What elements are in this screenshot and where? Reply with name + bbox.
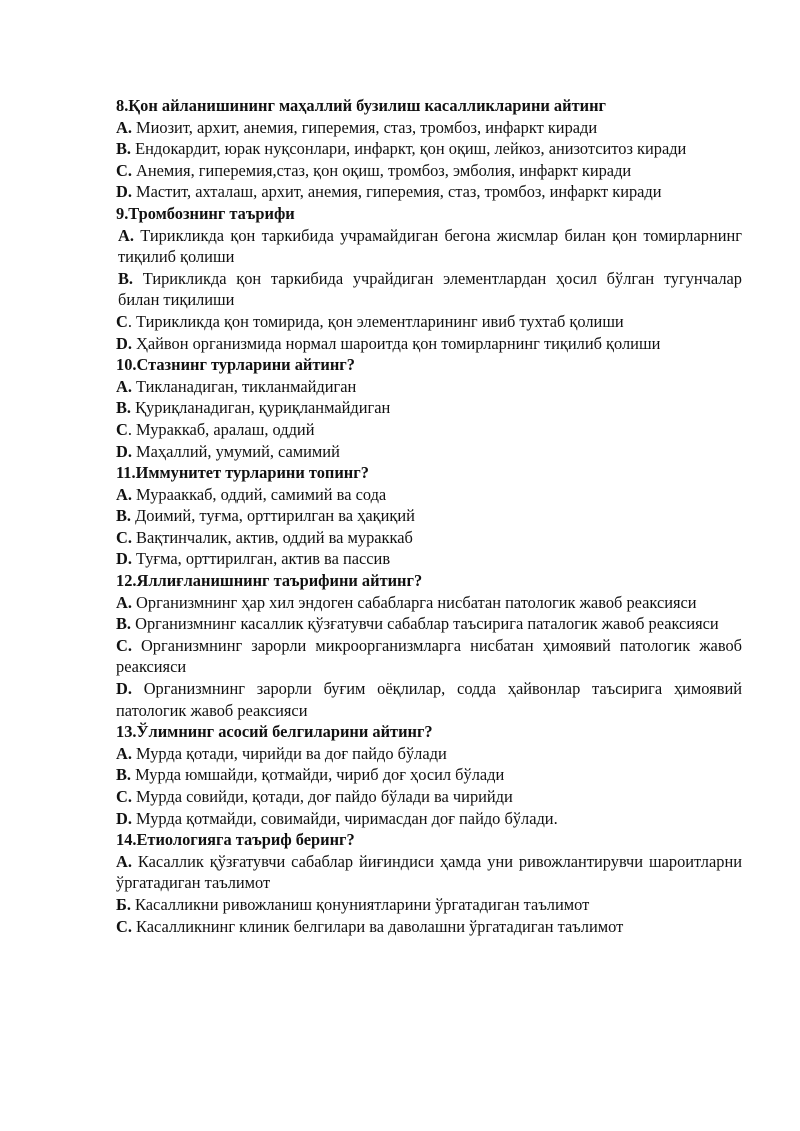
answer-option bbox=[116, 419, 742, 441]
answer-option bbox=[116, 786, 742, 808]
option-text: Организмнинг касаллик қўзғатувчи сабаблар таъсирига паталогик жавоб реаксияси bbox=[131, 614, 719, 634]
option-text: Мурда қотади, чирийди ва доғ пайдо бўлади bbox=[131, 743, 447, 763]
question-title: 12.Яллиғланишнинг таърифини айтинг? bbox=[116, 571, 423, 591]
option-letter: B. bbox=[116, 139, 132, 159]
option-letter: C. bbox=[116, 160, 132, 180]
question-13 bbox=[116, 721, 742, 829]
option-text: Касаллик қўзғатувчи сабаблар йиғиндиси ҳамда уни ривожлантирувчи шароитларни ўргатадиган таълимот bbox=[116, 851, 742, 893]
question-11 bbox=[116, 462, 742, 570]
option-letter: B. bbox=[116, 614, 132, 634]
answer-option bbox=[116, 613, 742, 635]
answer-option bbox=[116, 225, 742, 268]
option-letter: B. bbox=[116, 398, 132, 418]
option-text: . Мураккаб, аралаш, оддий bbox=[127, 419, 315, 439]
answer-option bbox=[116, 484, 742, 506]
answer-option bbox=[116, 138, 742, 160]
answer-option bbox=[116, 548, 742, 570]
option-letter: C. bbox=[116, 787, 132, 806]
option-letter: B. bbox=[118, 268, 134, 288]
question-title: 9.Тромбознинг таърифи bbox=[116, 203, 295, 223]
option-letter: B. bbox=[116, 506, 132, 526]
answer-option bbox=[116, 764, 742, 786]
option-letter: D. bbox=[116, 549, 132, 569]
option-letter: C. bbox=[116, 635, 132, 655]
option-letter: A. bbox=[118, 225, 134, 245]
answer-option bbox=[116, 376, 742, 398]
option-letter: A. bbox=[116, 484, 132, 504]
answer-option bbox=[116, 592, 742, 614]
question-8 bbox=[116, 95, 742, 203]
answer-option bbox=[116, 527, 742, 549]
question-title: 10.Стазнинг турларини айтинг? bbox=[116, 355, 355, 375]
question-12 bbox=[116, 570, 742, 721]
option-text: Мурааккаб, оддий, самимий ва сода bbox=[131, 484, 387, 504]
answer-option bbox=[116, 311, 742, 333]
answer-option bbox=[116, 505, 742, 527]
question-title: 8.Қон айланишининг маҳаллий бузилиш касалликларини айтинг bbox=[116, 96, 606, 115]
option-text: Организмнинг зарорли буғим оёқлилар, содда ҳайвонлар таъсирига ҳимоявий патологик жавоб реаксияси bbox=[116, 679, 742, 720]
option-text: Тикланадиган, тикланмайдиган bbox=[131, 376, 357, 396]
answer-option bbox=[116, 808, 742, 830]
option-text: Организмнинг ҳар хил эндоген сабабларга нисбатан патологик жавоб реаксияси bbox=[131, 592, 697, 612]
option-letter: D. bbox=[116, 333, 132, 353]
option-text: Касалликни ривожланиш қонуниятларини ўргатадиган таълимот bbox=[130, 894, 590, 914]
answer-option bbox=[116, 268, 742, 311]
option-letter: C. bbox=[116, 916, 132, 936]
answer-option bbox=[116, 333, 742, 355]
question-10 bbox=[116, 354, 742, 462]
option-text: Мурда қотмайди, совимайди, чиримасдан доғ пайдо бўлади. bbox=[131, 808, 558, 828]
option-letter: C bbox=[116, 311, 128, 331]
question-9 bbox=[116, 203, 742, 354]
answer-option bbox=[116, 397, 742, 419]
option-letter: C. bbox=[116, 527, 132, 547]
option-text: Мастит, ахталаш, архит, анемия, гиперемия, стаз, тромбоз, инфаркт киради bbox=[131, 182, 662, 202]
question-title: 13.Ўлимнинг асосий белгиларини айтинг? bbox=[116, 722, 433, 742]
option-text: Ҳайвон организмида нормал шароитда қон томирларнинг тиқилиб қолиши bbox=[131, 333, 661, 353]
answer-option bbox=[116, 441, 742, 463]
option-letter: Б. bbox=[116, 894, 131, 914]
option-text: Мурда совийди, қотади, доғ пайдо бўлади ва чирийди bbox=[131, 787, 513, 806]
option-letter: D. bbox=[116, 679, 132, 699]
option-text: Вақтинчалик, актив, оддий ва мураккаб bbox=[131, 527, 413, 547]
option-text: Туғма, орттирилган, актив ва пассив bbox=[131, 549, 391, 569]
option-text: Анемия, гиперемия,стаз, қон оқиш, тромбоз, эмболия, инфаркт киради bbox=[131, 160, 632, 180]
option-letter: D. bbox=[116, 441, 132, 461]
option-text: Организмнинг зарорли микроорганизмларга нисбатан ҳимоявий патологик жавоб реаксияси bbox=[116, 635, 742, 677]
answer-option bbox=[116, 916, 742, 938]
option-text: Тирикликда қон таркибида учрайдиган элементлардан ҳосил бўлган тугунчалар билан тиқилиши bbox=[118, 268, 742, 310]
option-letter: A. bbox=[116, 117, 132, 137]
answer-option bbox=[116, 851, 742, 894]
option-letter: A. bbox=[116, 851, 132, 871]
option-letter: D. bbox=[116, 182, 132, 202]
option-text: Қуриқланадиган, қуриқланмайдиган bbox=[131, 398, 391, 418]
option-letter: A. bbox=[116, 592, 132, 612]
option-letter: D. bbox=[116, 808, 132, 828]
option-text: Доимий, туғма, орттирилган ва ҳақиқий bbox=[131, 506, 415, 526]
option-text: Маҳаллий, умумий, самимий bbox=[131, 441, 340, 461]
option-text: Миозит, архит, анемия, гиперемия, стаз, тромбоз, инфаркт киради bbox=[131, 117, 598, 137]
option-letter: A. bbox=[116, 376, 132, 396]
option-text: Ендокардит, юрак нуқсонлари, инфаркт, қон оқиш, лейкоз, анизотситоз киради bbox=[131, 139, 687, 159]
option-text: Мурда юмшайди, қотмайди, чириб доғ ҳосил бўлади bbox=[131, 765, 505, 785]
question-title: 14.Етиологияга таъриф беринг? bbox=[116, 830, 355, 850]
option-text: Тирикликда қон таркибида учрамайдиган бегона жисмлар билан қон томирларнинг тиқилиб қолиши bbox=[118, 225, 742, 267]
question-14 bbox=[116, 829, 742, 937]
option-letter: B. bbox=[116, 765, 132, 785]
question-title: 11.Иммунитет турларини топинг? bbox=[116, 463, 369, 483]
answer-option bbox=[116, 894, 742, 916]
answer-option bbox=[116, 635, 742, 678]
answer-option bbox=[116, 181, 742, 203]
option-text: . Тирикликда қон томирида, қон элементларининг ивиб тухтаб қолиши bbox=[127, 311, 624, 331]
answer-option bbox=[116, 678, 742, 721]
answer-option bbox=[116, 160, 742, 182]
option-letter: A. bbox=[116, 743, 132, 763]
option-letter: C bbox=[116, 419, 128, 439]
option-text: Касалликнинг клиник белгилари ва даволашни ўргатадиган таълимот bbox=[131, 916, 624, 936]
document-page bbox=[116, 95, 742, 937]
answer-option bbox=[116, 117, 742, 139]
answer-option bbox=[116, 743, 742, 765]
